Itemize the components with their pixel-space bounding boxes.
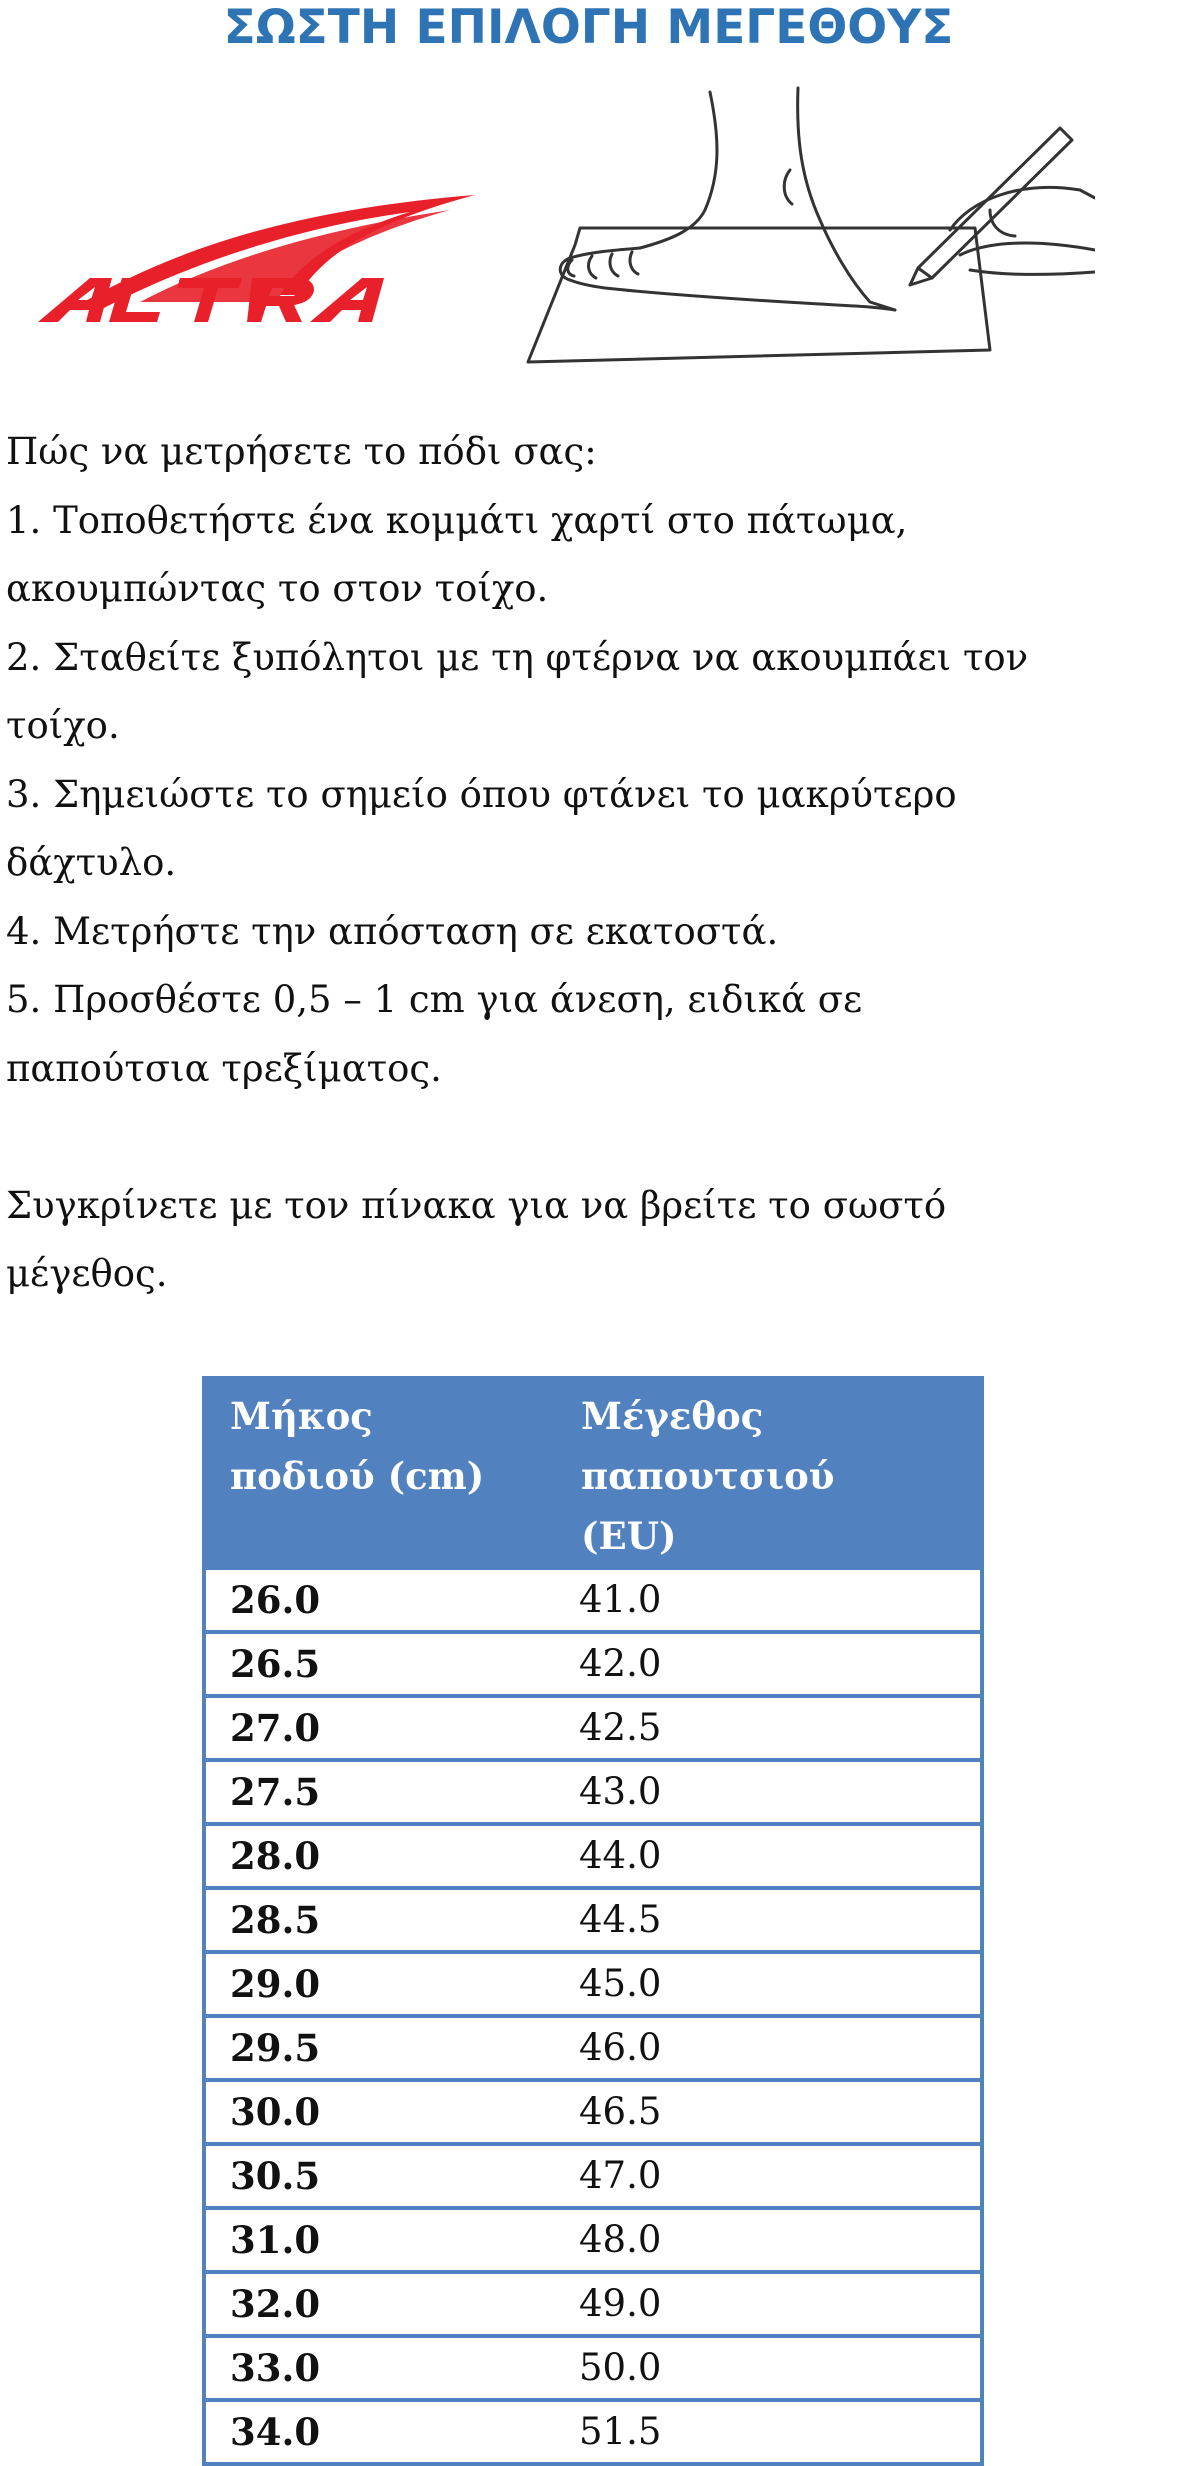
paragraph-gap (6, 1103, 1171, 1172)
shoe-size-cell: 47.0 (555, 2144, 982, 2208)
foot-length-cell: 29.0 (204, 1952, 555, 2016)
shoe-size-cell: 51.5 (555, 2400, 982, 2464)
table-row (204, 2400, 982, 2464)
foot-length-cell: 33.0 (204, 2336, 555, 2400)
foot-length-cell: 34.0 (204, 2400, 555, 2464)
table-row (204, 1888, 982, 1952)
foot-length-cell: 27.0 (204, 1696, 555, 1760)
table-row (204, 2016, 982, 2080)
altra-logo (30, 190, 480, 330)
instruction-line: παπούτσια τρεξίματος. (6, 1046, 442, 1090)
size-chart-table (202, 1376, 984, 2466)
compare-text: Συγκρίνετε με τον πίνακα για να βρείτε το σωστό (6, 1183, 947, 1227)
shoe-size-cell: 42.0 (555, 1632, 982, 1696)
foot-measuring-illustration (520, 80, 1095, 370)
shoe-size-cell: 44.0 (555, 1824, 982, 1888)
foot-length-cell: 27.5 (204, 1760, 555, 1824)
shoe-size-cell: 45.0 (555, 1952, 982, 2016)
shoe-size-cell: 44.5 (555, 1888, 982, 1952)
shoe-size-cell: 41.0 (555, 1568, 982, 1632)
instruction-line: 5. Προσθέστε 0,5 – 1 cm για άνεση, ειδικά σε (6, 978, 863, 1021)
shoe-size-cell: 42.5 (555, 1696, 982, 1760)
foot-length-cell: 28.0 (204, 1824, 555, 1888)
foot-length-cell: 30.5 (204, 2144, 555, 2208)
table-header-row (204, 1378, 982, 1568)
table-row (204, 1952, 982, 2016)
foot-length-cell: 26.0 (204, 1568, 555, 1632)
shoe-size-cell: 50.0 (555, 2336, 982, 2400)
measuring-instructions (6, 418, 1171, 1309)
table-row (204, 1824, 982, 1888)
table-row (204, 2080, 982, 2144)
instruction-line: 2. Σταθείτε ξυπόλητοι με τη φτέρνα να ακουμπάει τον (6, 635, 1029, 679)
instruction-line: 4. Μετρήστε την απόσταση σε εκατοστά. (6, 909, 779, 953)
header-shoe-size: Μέγεθος παπουτσιού (EU) (555, 1378, 982, 1568)
header-foot-length: Μήκος ποδιού (cm) (204, 1378, 555, 1568)
shoe-size-cell: 49.0 (555, 2272, 982, 2336)
foot-length-cell: 26.5 (204, 1632, 555, 1696)
foot-length-cell: 28.5 (204, 1888, 555, 1952)
foot-length-cell: 32.0 (204, 2272, 555, 2336)
instructions-heading: Πώς να μετρήσετε το πόδι σας: (6, 430, 597, 473)
instruction-line: 3. Σημειώστε το σημείο όπου φτάνει το μακρύτερο (6, 772, 957, 816)
instruction-line: 1. Τοποθετήστε ένα κομμάτι χαρτί στο πάτωμα, (6, 498, 908, 542)
compare-text: μέγεθος. (6, 1252, 168, 1295)
table-row (204, 1568, 982, 1632)
table-row (204, 1696, 982, 1760)
foot-length-cell: 29.5 (204, 2016, 555, 2080)
table-row (204, 1632, 982, 1696)
instruction-line: δάχτυλο. (6, 841, 177, 884)
table-row (204, 2336, 982, 2400)
table-row (204, 2144, 982, 2208)
shoe-size-cell: 46.5 (555, 2080, 982, 2144)
instruction-line: τοίχο. (6, 704, 120, 747)
shoe-size-cell: 46.0 (555, 2016, 982, 2080)
table-row (204, 2208, 982, 2272)
foot-length-cell: 31.0 (204, 2208, 555, 2272)
table-row (204, 2272, 982, 2336)
instruction-line: ακουμπώντας το στον τοίχο. (6, 567, 549, 610)
foot-length-cell: 30.0 (204, 2080, 555, 2144)
shoe-size-cell: 48.0 (555, 2208, 982, 2272)
shoe-size-cell: 43.0 (555, 1760, 982, 1824)
page-title: ΣΩΣΤΗ ΕΠΙΛΟΓΗ ΜΕΓΕΘΟΥΣ (223, 0, 954, 55)
table-row (204, 1760, 982, 1824)
